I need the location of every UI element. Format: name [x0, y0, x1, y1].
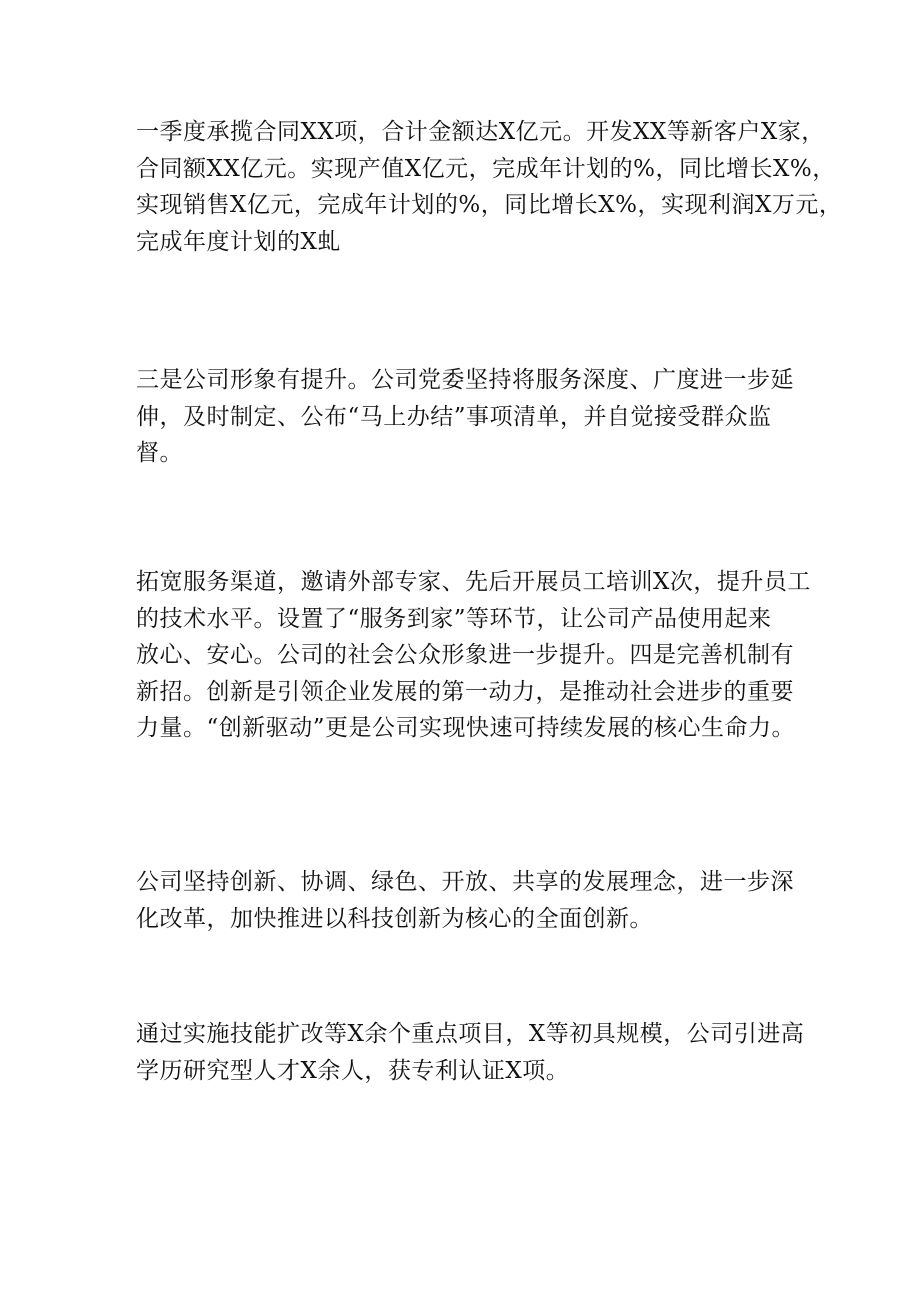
paragraph-line: 完成年度计划的X虬: [136, 228, 341, 255]
paragraph-line: 化改革，加快推进以科技创新为核心的全面创新。: [136, 905, 653, 932]
paragraph-line: 拓宽服务渠道，邀请外部专家、先后开展员工培训X次，提升员工: [136, 569, 811, 595]
paragraph-line: 力量。“创新驱动”更是公司实现快速可持续发展的核心生命力。: [136, 715, 796, 741]
paragraph-line: 伸，及时制定、公布“马上办结”事项清单，并自觉接受群众监: [136, 403, 772, 430]
paragraph-line: 学历研究型人才X余人，获专利认证X项。: [136, 1057, 570, 1084]
paragraph-line: 放心、安心。公司的社会公众形象进一步提升。四是完善机制有: [136, 642, 794, 668]
paragraph-line: 一季度承揽合同XX项，合计金额达X亿元。开发XX等新客户X家，: [136, 119, 825, 145]
paragraph-company-image: [136, 362, 816, 472]
paragraph-line: 通过实施技能扩改等X余个重点项目，X等初具规模，公司引进高: [136, 1021, 805, 1047]
paragraph-development-concept: [136, 864, 816, 937]
paragraph-key-projects: [136, 1016, 816, 1089]
paragraph-line: 的技术水平。设置了“服务到家”等环节，让公司产品使用起来: [136, 605, 772, 632]
paragraph-line: 实现销售X亿元，完成年计划的%，同比增长X%，实现利润X万元，: [136, 192, 843, 218]
paragraph-line: 公司坚持创新、协调、绿色、开放、共享的发展理念，进一步深: [136, 869, 794, 895]
paragraph-line: 三是公司形象有提升。公司党委坚持将服务深度、广度进一步延: [136, 367, 794, 393]
paragraph-line: 新招。创新是引领企业发展的第一动力，是推动社会进步的重要: [136, 678, 794, 705]
paragraph-quarterly-results: [136, 114, 843, 260]
paragraph-service-channels: [136, 564, 816, 747]
paragraph-line: 督。: [136, 440, 183, 466]
paragraph-line: 合同额XX亿元。实现产值X亿元，完成年计划的%，同比增长X%，: [136, 155, 836, 182]
